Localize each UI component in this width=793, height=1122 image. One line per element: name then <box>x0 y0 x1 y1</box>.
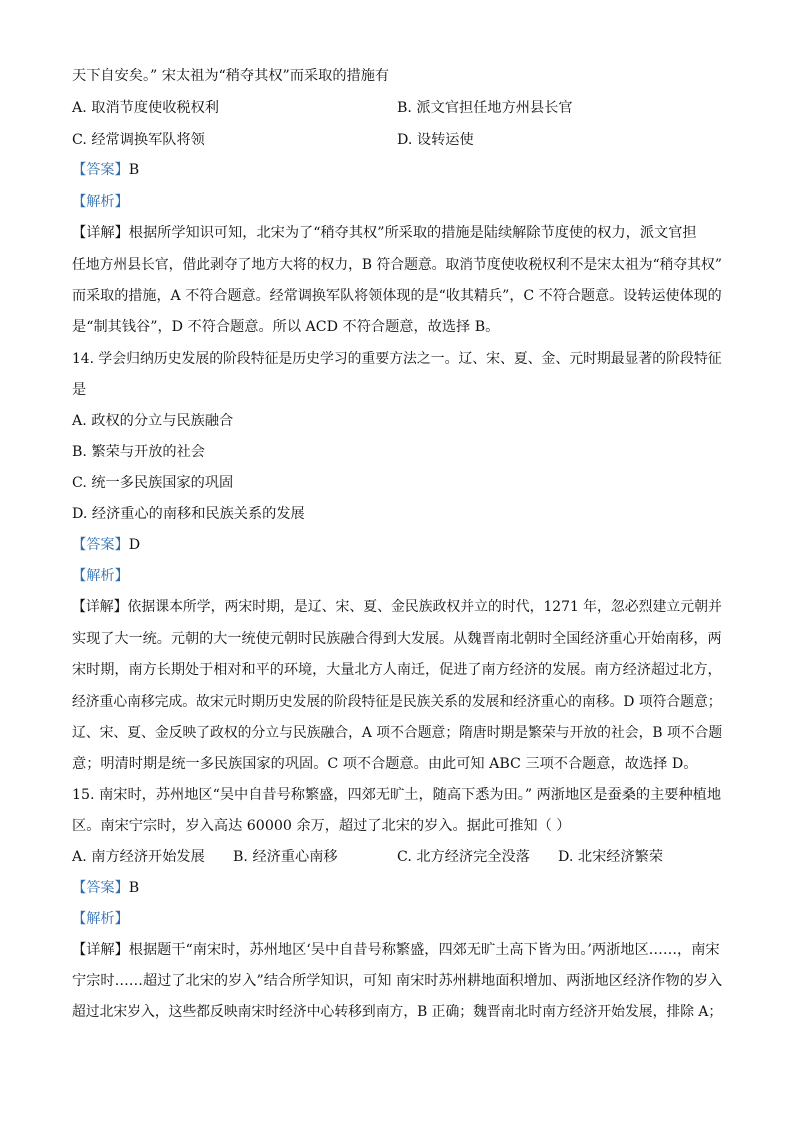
q14-stem: 14. 学会归纳历史发展的阶段特征是历史学习的重要方法之一。辽、宋、夏、金、元时期最显著的阶段特征 <box>72 351 722 367</box>
q13-detail-line: 而采取的措施，A 不符合题意。经常调换军队将领体现的是“收其精兵”，C 不符合题意。设转运使体现的 <box>72 288 722 304</box>
q14-detail-line: 宋时期，南方长期处于相对和平的环境，大量北方人南迁，促进了南方经济的发展。南方经济超过北方， <box>72 662 722 678</box>
q15-option-c: C. 北方经济完全没落 <box>397 849 530 865</box>
q14-detail-line: 【详解】依据课本所学，两宋时期，是辽、宋、夏、金民族政权并立的时代，1271 年，忽必烈建立元朝并 <box>72 599 722 615</box>
q14-option-c: C. 统一多民族国家的巩固 <box>72 475 234 491</box>
q14-option-a: A. 政权的分立与民族融合 <box>72 413 234 429</box>
answer-value: D <box>128 537 141 553</box>
q13-detail-line: 是“制其钱谷”，D 不符合题意。所以 ACD 不符合题意，故选择 B。 <box>72 319 500 335</box>
q13-detail-line: 任地方州县长官，借此剥夺了地方大将的权力，B 符合题意。取消节度使收税权利不是宋太祖为“稍夺其权” <box>72 257 722 273</box>
q15-detail-line: 【详解】根据题干“南宋时，苏州地区‘吴中自昔号称繁盛，四郊无旷土高下皆为田。’两浙地区……，南宋 <box>72 942 720 958</box>
answer-value: B <box>128 880 140 896</box>
q13-detail-line: 【详解】根据所学知识可知，北宋为了“稍夺其权”所采取的措施是陆续解除节度使的权力，派文官担 <box>72 225 697 241</box>
q13-stem: 天下自安矣。” 宋太祖为“稍夺其权”而采取的措施有 <box>72 68 390 84</box>
q14-detail-line: 经济重心南移完成。故宋元时期历史发展的阶段特征是民族关系的发展和经济重心的南移。D 项符合题意； <box>72 694 722 710</box>
q13-option-c: C. 经常调换军队将领 <box>72 132 205 148</box>
q15-option-a: A. 南方经济开始发展 <box>72 849 205 865</box>
q15-detail-line: 超过北宋岁入，这些都反映南宋时经济中心转移到南方，B 正确；魏晋南北时南方经济开始发展，排除 A； <box>72 1004 723 1020</box>
q13-option-b: B. 派文官担任地方州县长官 <box>397 100 573 116</box>
answer-value: B <box>128 162 140 178</box>
answer-tag: 【答案】 <box>72 537 129 553</box>
q13-option-d: D. 设转运使 <box>397 132 474 148</box>
q15-stem: 15. 南宋时，苏州地区“吴中自昔号称繁盛，四郊无旷土，随高下悉为田。” 两浙地区是蚕桑的主要种植地 <box>72 787 722 803</box>
answer-tag: 【答案】 <box>72 162 129 178</box>
q13-option-a: A. 取消节度使收税权利 <box>72 100 219 116</box>
q13-answer <box>72 160 139 180</box>
q14-detail-line: 辽、宋、夏、金反映了政权的分立与民族融合，A 项不合题意；隋唐时期是繁荣与开放的社会，B 项不合题 <box>72 725 723 741</box>
q14-stem: 是 <box>72 382 87 398</box>
q15-stem: 区。南宋宁宗时，岁入高达 60000 余万，超过了北宋的岁入。据此可推知（ ） <box>72 818 571 834</box>
q15-option-b: B. 经济重心南移 <box>233 849 338 865</box>
q15-detail-line: 宁宗时……超过了北宋的岁入”结合所学知识，可知 南宋时苏州耕地面积增加、两浙地区经济作物的岁入 <box>72 973 723 989</box>
q14-detail-line: 实现了大一统。元朝的大一统使元朝时民族融合得到大发展。从魏晋南北朝时全国经济重心开始南移，两 <box>72 631 722 647</box>
q15-analysis-tag: 【解析】 <box>72 911 129 927</box>
q14-option-d: D. 经济重心的南移和民族关系的发展 <box>72 506 305 522</box>
q15-answer <box>72 878 139 898</box>
answer-tag: 【答案】 <box>72 880 129 896</box>
q15-option-d: D. 北宋经济繁荣 <box>558 849 664 865</box>
q13-analysis-tag: 【解析】 <box>72 194 129 210</box>
q14-analysis-tag: 【解析】 <box>72 568 129 584</box>
q14-detail-line: 意；明清时期是统一多民族国家的巩固。C 项不合题意。由此可知 ABC 三项不合题意，故选择 D。 <box>72 756 698 772</box>
q14-answer <box>72 535 140 555</box>
q14-option-b: B. 繁荣与开放的社会 <box>72 444 205 460</box>
